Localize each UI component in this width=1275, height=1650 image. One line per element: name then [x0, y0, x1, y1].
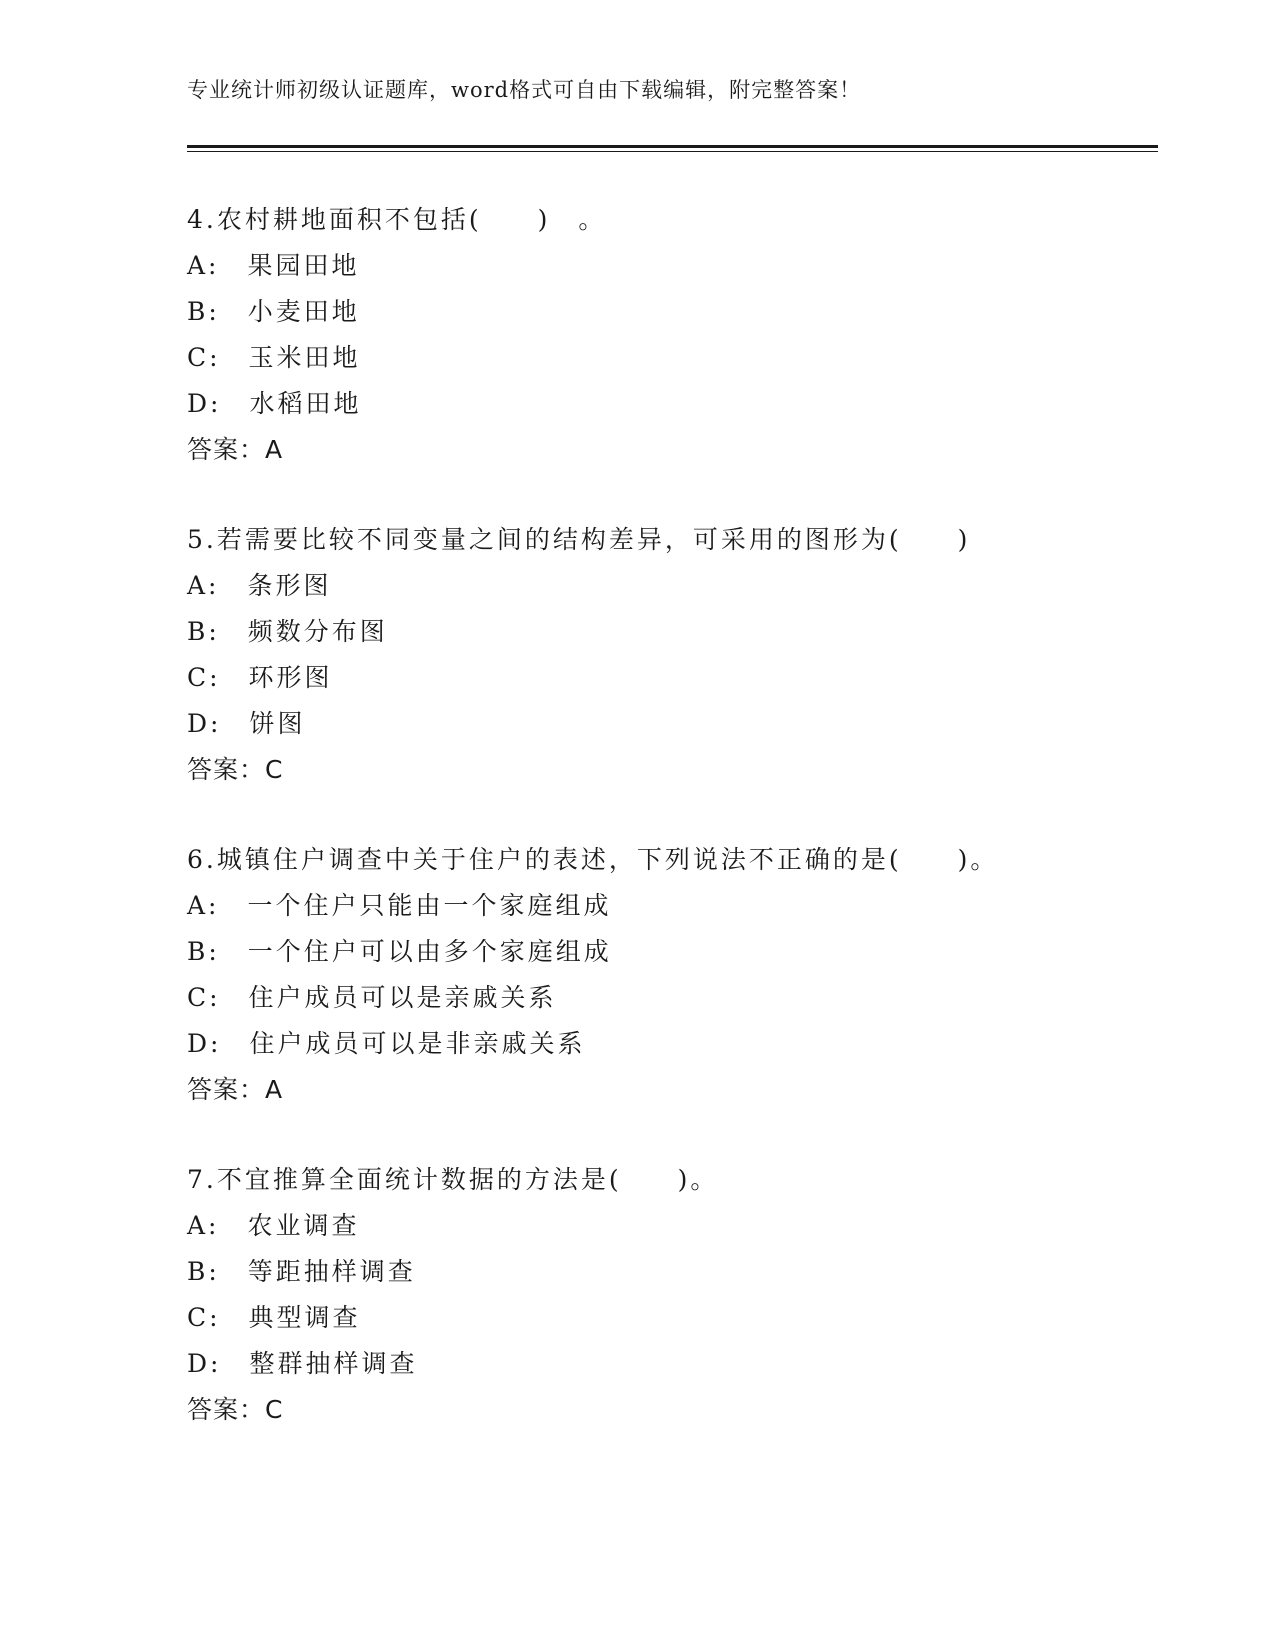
question-stem: 7.不宜推算全面统计数据的方法是( )。 — [187, 1165, 719, 1194]
document-header: 专业统计师初级认证题库，word格式可自由下载编辑，附完整答案！ — [187, 78, 862, 102]
option-c: C: 典型调查 — [187, 1303, 361, 1332]
answer: 答案：C — [187, 1395, 284, 1424]
option-d: D: 整群抽样调查 — [187, 1349, 418, 1378]
question-stem: 4.农村耕地面积不包括( ) 。 — [187, 205, 607, 234]
question-4 — [187, 197, 1147, 473]
header-rule-thick — [187, 145, 1158, 148]
option-a: A: 条形图 — [187, 571, 332, 600]
option-d: D: 住户成员可以是非亲戚关系 — [187, 1029, 586, 1058]
answer: 答案：A — [187, 435, 284, 464]
question-6 — [187, 837, 1147, 1113]
option-b: B: 频数分布图 — [187, 617, 388, 646]
option-c: C: 住户成员可以是亲戚关系 — [187, 983, 557, 1012]
option-a: A: 果园田地 — [187, 251, 360, 280]
question-7 — [187, 1157, 1147, 1433]
answer: 答案：C — [187, 755, 284, 784]
question-stem: 6.城镇住户调查中关于住户的表述，下列说法不正确的是( )。 — [187, 845, 999, 874]
question-5 — [187, 517, 1147, 793]
option-b: B: 等距抽样调查 — [187, 1257, 416, 1286]
option-b: B: 小麦田地 — [187, 297, 360, 326]
option-c: C: 玉米田地 — [187, 343, 361, 372]
option-d: D: 饼图 — [187, 709, 306, 738]
answer: 答案：A — [187, 1075, 284, 1104]
option-c: C: 环形图 — [187, 663, 333, 692]
option-a: A: 一个住户只能由一个家庭组成 — [187, 891, 612, 920]
question-stem: 5.若需要比较不同变量之间的结构差异，可采用的图形为( ) — [187, 525, 971, 554]
header-rule-thin — [187, 151, 1158, 152]
option-d: D: 水稻田地 — [187, 389, 362, 418]
option-b: B: 一个住户可以由多个家庭组成 — [187, 937, 612, 966]
option-a: A: 农业调查 — [187, 1211, 360, 1240]
